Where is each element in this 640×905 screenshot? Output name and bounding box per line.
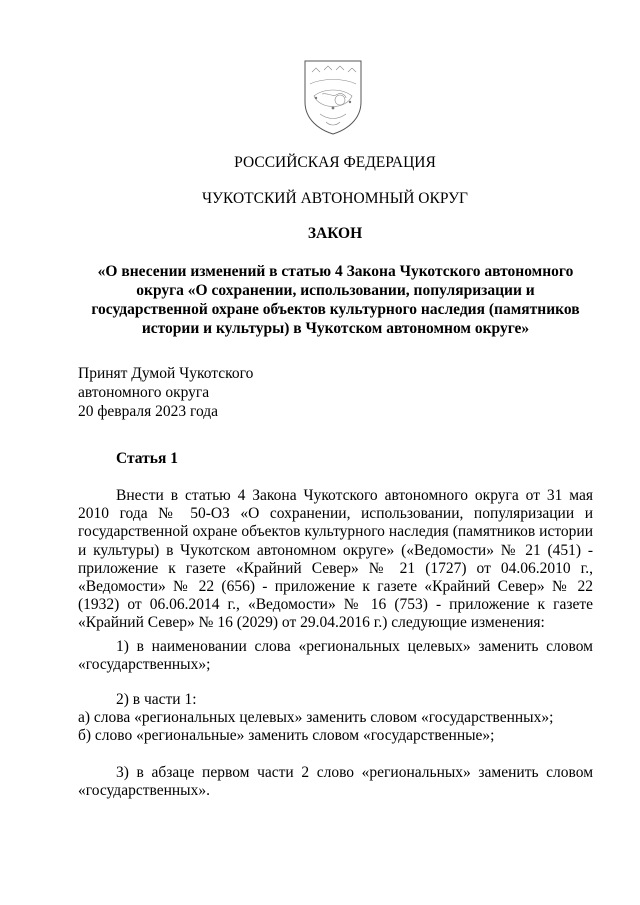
amendment-item-1: 1) в наименовании слова «региональных целевых» заменить словом «государственных»;: [78, 638, 593, 674]
amendment-item-2-head: 2) в части 1:: [116, 691, 197, 708]
law-title: «О внесении изменений в статью 4 Закона Чукотского автономного округа «О сохранении, использовании, популяризации и государственной охране объектов культурного наследия (памятников истории и культуры) в Чукотском автономном округе»: [91, 263, 580, 337]
article-title: Статья 1: [116, 450, 178, 467]
adoption-line-1: Принят Думой Чукотского: [78, 365, 254, 382]
coat-of-arms-emblem: [302, 58, 364, 136]
adoption-info: [78, 364, 253, 421]
amendment-item-3: 3) в абзаце первом части 2 слово «региональных» заменить словом «государственных».: [78, 764, 593, 800]
header-okrug: ЧУКОТСКИЙ АВТОНОМНЫЙ ОКРУГ: [201, 190, 469, 207]
header-federation: РОССИЙСКАЯ ФЕДЕРАЦИЯ: [234, 154, 436, 171]
amendment-item-2b: б) слово «региональные» заменить словом «государственные»;: [78, 727, 495, 745]
adoption-date: 20 февраля 2023 года: [78, 403, 219, 420]
amendment-item-2: [78, 691, 593, 746]
article-intro-paragraph: Внести в статью 4 Закона Чукотского автономного округа от 31 мая 2010 года № 50-ОЗ «О сохранении, использовании, популяризации и государственной охране объектов культурного наследия (памятников истории и культуры) в Чукотском автономном округе» («Ведомости» № 21 (451) - приложение к газете «Крайний Север» № 21 (1727) от 04.06.2010 г., «Ведомости» № 22 (656) - приложение к газете «Крайний Север» № 22 (1932) от 06.06.2014 г., «Ведомости» № 16 (753) - приложение к газете «Крайний Север» № 16 (2029) от 29.04.2016 г.) следующие изменения:: [78, 487, 593, 632]
amendment-item-2a: а) слова «региональных целевых» заменить словом «государственных»;: [78, 709, 554, 727]
document-type: ЗАКОН: [307, 225, 363, 242]
adoption-line-2: автономного округа: [78, 384, 210, 401]
